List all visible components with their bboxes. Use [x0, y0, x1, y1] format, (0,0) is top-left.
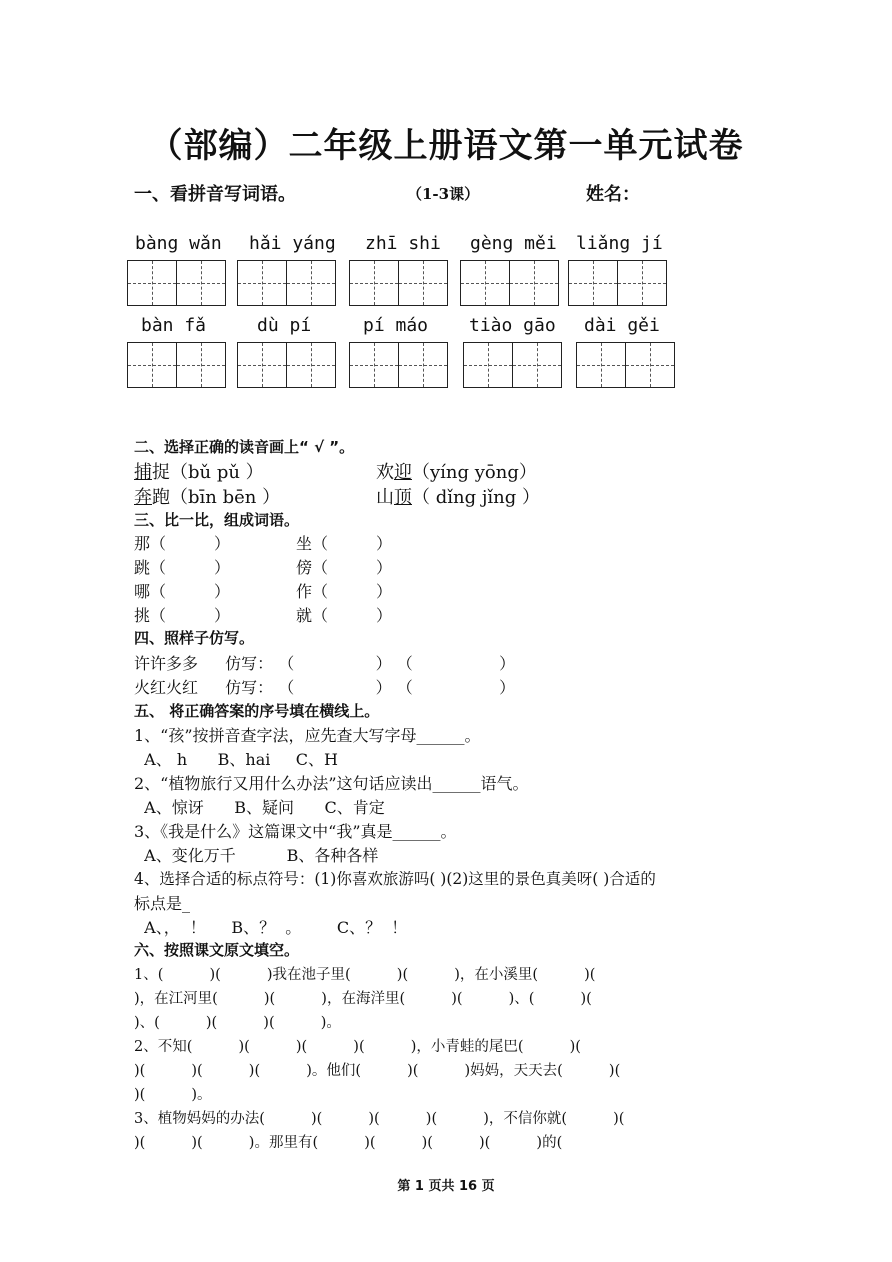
question-text: 2、“植物旅行又用什么办法”这句话应读出______语气。: [134, 774, 529, 793]
target-char: 捕: [134, 462, 152, 483]
writing-grid[interactable]: [237, 342, 336, 388]
name-label: 姓名：: [586, 184, 640, 205]
pinyin-text: bàng wǎn: [135, 233, 222, 254]
reading-item: 捕捉（bǔ pǔ ）: [134, 462, 264, 483]
lessons-range: （1-3课）: [407, 185, 480, 203]
question-text: 3、《我是什么》这篇课文中“我”真是______。: [134, 822, 457, 841]
fill-blank-line[interactable]: )( )( )。那里有( )( )( )( )的(: [134, 1135, 563, 1151]
example-phrase: 许许多多: [134, 654, 199, 673]
imitation-row: 火红火红 仿写： （ ） （ ）: [134, 678, 516, 697]
fill-blank-line[interactable]: )( )。: [134, 1087, 212, 1103]
word-blank[interactable]: 哪（ ）: [134, 582, 231, 601]
answer-blank[interactable]: （ ）: [396, 654, 516, 673]
writing-grid[interactable]: [127, 260, 226, 306]
pinyin-options[interactable]: （bǔ pǔ ）: [170, 462, 264, 483]
reading-item: 山顶（ dǐng jǐng ）: [376, 487, 541, 508]
fill-blank-line[interactable]: 1、( )( )我在池子里( )( )，在小溪里( )(: [134, 967, 596, 983]
pinyin-text: tiào gāo: [469, 315, 556, 336]
target-char: 奔: [134, 487, 152, 508]
example-phrase: 火红火红: [134, 678, 199, 697]
word-blank[interactable]: 傍（ ）: [296, 558, 393, 577]
answer-blank[interactable]: （ ）: [278, 678, 392, 697]
writing-grid[interactable]: [576, 342, 675, 388]
pinyin-options[interactable]: （bīn bēn ）: [170, 487, 281, 508]
page-title: （部编）二年级上册语文第一单元试卷: [148, 126, 744, 166]
fill-blank-line[interactable]: 3、植物妈妈的办法( )( )( )( )，不信你就( )(: [134, 1111, 625, 1127]
writing-grid[interactable]: [127, 342, 226, 388]
fill-blank-line[interactable]: )( )( )( )。他们( )( )妈妈，天天去( )(: [134, 1063, 621, 1079]
fill-blank-line[interactable]: 2、不知( )( )( )( )，小青蛙的尾巴( )(: [134, 1039, 581, 1055]
answer-options: A、惊讶 B、疑问 C、肯定: [134, 798, 385, 817]
pinyin-text: liǎng jí: [576, 233, 663, 254]
word-blank[interactable]: 作（ ）: [296, 582, 393, 601]
answer-options: A、变化万千 B、各种各样: [134, 846, 379, 865]
answer-blank[interactable]: （ ）: [278, 654, 392, 673]
writing-grid[interactable]: [237, 260, 336, 306]
writing-grid[interactable]: [349, 342, 448, 388]
page-footer: 第 1 页共 16 页: [397, 1179, 495, 1194]
writing-grid[interactable]: [460, 260, 559, 306]
question-text: 标点是_: [134, 894, 191, 913]
pinyin-options[interactable]: （ dǐng jǐng ）: [412, 487, 541, 508]
reading-item: 奔跑（bīn bēn ）: [134, 487, 281, 508]
imitation-row: 许许多多 仿写： （ ） （ ）: [134, 654, 516, 673]
target-char: 迎: [394, 462, 412, 483]
target-char: 顶: [394, 487, 412, 508]
section-3-heading: 三、比一比，组成词语。: [134, 511, 300, 529]
word-blank[interactable]: 挑（ ）: [134, 606, 231, 625]
pinyin-text: zhī shi: [365, 233, 441, 254]
section-6-heading: 六、按照课文原文填空。: [134, 941, 300, 959]
section-5-heading: 五、 将正确答案的序号填在横线上。: [134, 702, 380, 720]
answer-options: A、， ！ B、？ 。 C、？ ！: [134, 918, 408, 937]
writing-grid[interactable]: [349, 260, 448, 306]
pinyin-options[interactable]: （yíng yōng）: [412, 462, 537, 483]
answer-blank[interactable]: （ ）: [396, 678, 516, 697]
pinyin-text: dù pí: [257, 315, 312, 336]
writing-grid[interactable]: [463, 342, 562, 388]
section-4-heading: 四、照样子仿写。: [134, 629, 255, 647]
reading-item: 欢迎（yíng yōng）: [376, 462, 537, 483]
pinyin-text: dài gěi: [584, 315, 660, 336]
fill-blank-line[interactable]: )、( )( )( )。: [134, 1015, 341, 1031]
section-2-heading: 二、选择正确的读音画上“ √ ”。: [134, 438, 355, 456]
word-blank[interactable]: 跳（ ）: [134, 558, 231, 577]
word-blank[interactable]: 那（ ）: [134, 534, 231, 553]
word-blank[interactable]: 就（ ）: [296, 606, 393, 625]
pinyin-text: gèng měi: [470, 233, 557, 254]
section-1-heading: 一、看拼音写词语。: [134, 184, 296, 205]
question-text: 1、“孩”按拼音查字法，应先查大写字母______。: [134, 726, 481, 745]
writing-grid[interactable]: [568, 260, 667, 306]
pinyin-text: pí máo: [363, 315, 429, 336]
pinyin-text: hǎi yáng: [249, 233, 336, 254]
question-text: 4、选择合适的标点符号：(1)你喜欢旅游吗( )(2)这里的景色真美呀( )合适的: [134, 870, 656, 888]
answer-options: A、 h B、hai C、H: [134, 750, 338, 769]
fill-blank-line[interactable]: )，在江河里( )( )，在海洋里( )( )、( )(: [134, 991, 592, 1007]
word-blank[interactable]: 坐（ ）: [296, 534, 393, 553]
pinyin-text: bàn fǎ: [141, 315, 207, 336]
